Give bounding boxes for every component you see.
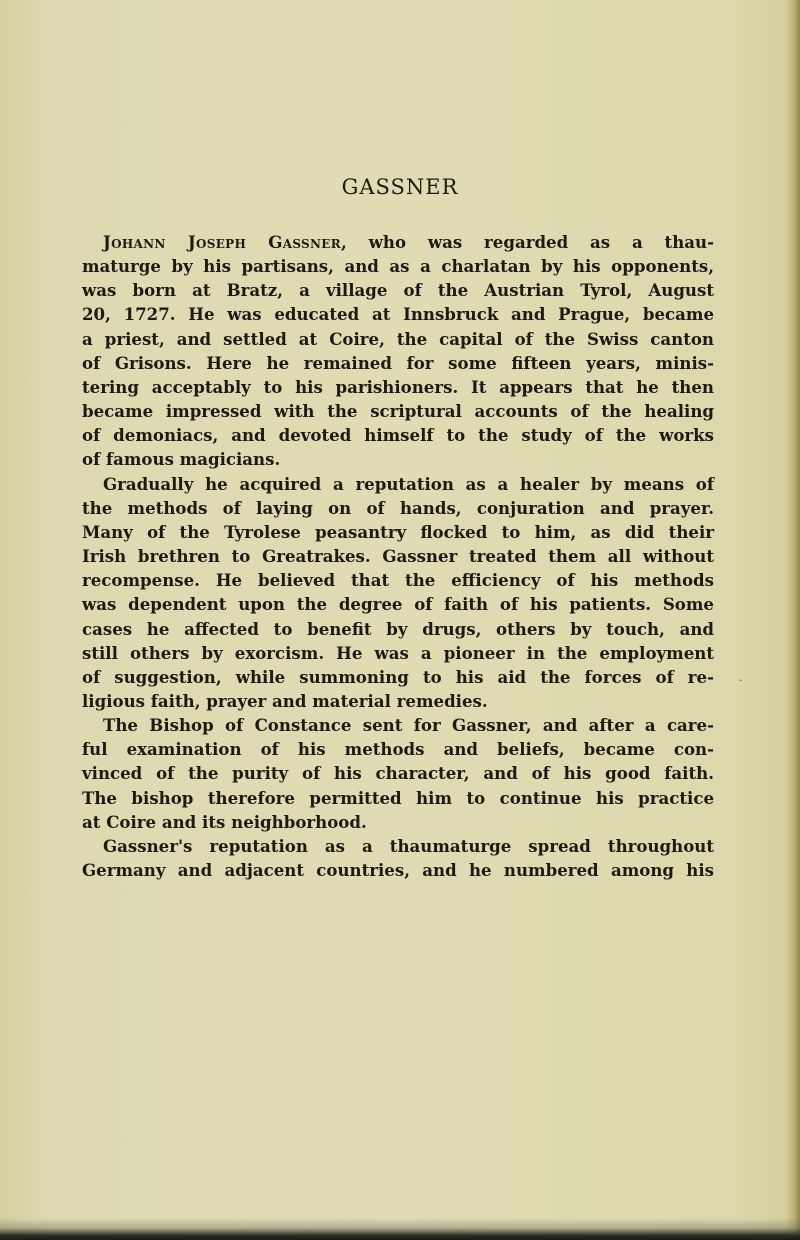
text-line: ligious faith, prayer and material remedies. [82, 690, 488, 711]
lead-name: Johann Joseph Gassner [103, 232, 341, 252]
text-line: was born at Bratz, a village of the Austrian Tyrol, August [82, 280, 714, 301]
text-line: Gassner's reputation as a thaumaturge spread throughout [103, 835, 714, 856]
text-line: ful examination of his methods and beliefs, became con- [82, 739, 714, 760]
text-line: of Grisons. Here he remained for some fifteen years, minis- [82, 352, 714, 373]
text-line: became impressed with the scriptural accounts of the healing [82, 401, 714, 422]
text-line: Many of the Tyrolese peasantry flocked to him, as did their [82, 521, 714, 542]
paragraph-3 [82, 713, 714, 834]
text-line: tering acceptably to his parishioners. It appears that he then [82, 376, 714, 397]
text-line: 20, 1727. He was educated at Innsbruck and Prague, became [82, 304, 714, 325]
page-title: GASSNER [341, 175, 459, 199]
text-line: Irish brethren to Greatrakes. Gassner treated them all without [82, 546, 714, 567]
text-line: The Bishop of Constance sent for Gassner, and after a care- [103, 715, 714, 736]
text-line: Gradually he acquired a reputation as a healer by means of [103, 473, 714, 494]
text-line: cases he affected to benefit by drugs, others by touch, and [82, 618, 714, 639]
body-text [82, 230, 714, 882]
page-bottom-edge-shadow [0, 1218, 800, 1240]
text-line: maturge by his partisans, and as a charlatan by his opponents, [82, 256, 714, 277]
text-line: a priest, and settled at Coire, the capital of the Swiss canton [82, 328, 714, 349]
text-line: still others by exorcism. He was a pioneer in the employment [82, 642, 714, 663]
paragraph-4 [82, 834, 714, 882]
text-line: of suggestion, while summoning to his aid the forces of re- [82, 666, 714, 687]
text-line: Germany and adjacent countries, and he numbered among his [82, 860, 714, 881]
text-line: of famous magicians. [82, 449, 281, 470]
text-line: The bishop therefore permitted him to continue his practice [82, 787, 714, 808]
paragraph-2 [82, 472, 714, 714]
margin-mark: . [739, 671, 743, 684]
text-line: vinced of the purity of his character, and of his good faith. [82, 763, 714, 784]
text-line: recompense. He believed that the efficiency of his methods [82, 570, 714, 591]
paragraph-1 [82, 230, 714, 472]
text-line: of demoniacs, and devoted himself to the study of the works [82, 425, 714, 446]
text-line: Johann Joseph Gassner, who was regarded as a thau- [103, 232, 714, 252]
text-line: was dependent upon the degree of faith of his patients. Some [82, 594, 714, 615]
text-line: at Coire and its neighborhood. [82, 811, 367, 832]
text-line: the methods of laying on of hands, conjuration and prayer. [82, 497, 714, 518]
